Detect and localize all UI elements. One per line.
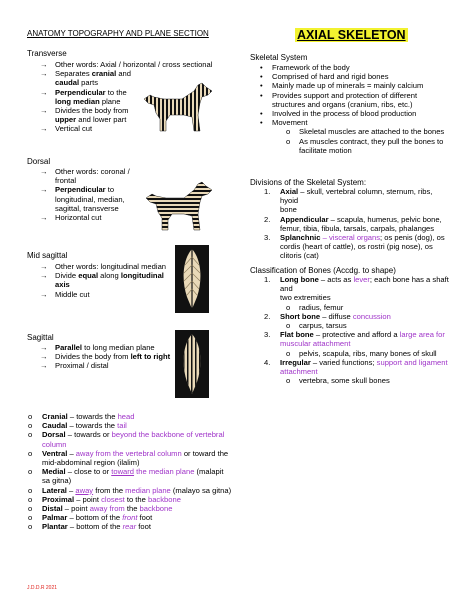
list-item: o Cranial – towards the head	[28, 412, 135, 421]
list-item: o vertebra, some skull bones	[286, 376, 390, 386]
list-item: • Framework of the body	[260, 63, 350, 72]
list-item: → Other words: coronal / frontal	[40, 167, 130, 186]
bullet-icon: •	[260, 118, 263, 128]
arrow-icon: →	[40, 87, 48, 97]
dog-transverse-image	[142, 69, 214, 135]
list-item: o Distal – point away from the backbone	[28, 504, 173, 514]
arrow-icon: →	[40, 213, 48, 223]
divisions-list	[250, 187, 450, 261]
arrow-icon: →	[40, 60, 48, 69]
list-item: → Perpendicular to longitudinal, median, sagittal, transverse	[40, 185, 125, 213]
list-item: • Involved in the process of blood production	[260, 109, 417, 119]
list-item: → Horizontal cut	[40, 213, 102, 223]
list-item: → Divides the body from upper and lower part	[40, 106, 129, 125]
list-item: → Vertical cut	[40, 124, 93, 134]
list-item: o Dorsal – towards or beyond the backbone of vertebral column	[28, 430, 225, 449]
list-item: 3. Flat bone – protective and afford a large area for muscular attachment	[264, 330, 445, 349]
list-item: o carpus, tarsus	[286, 321, 347, 331]
list-item: o Plantar – bottom of the rear foot	[28, 522, 151, 532]
skeletal-system-heading: Skeletal System	[250, 53, 308, 62]
directional-terms-list	[27, 412, 232, 532]
sagittal-list	[27, 343, 177, 371]
list-item: • Mainly made up of minerals = mainly calcium	[260, 81, 424, 91]
bullet-icon: •	[260, 81, 263, 91]
arrow-icon: →	[40, 167, 48, 176]
divisions-heading: Divisions of the Skeletal System:	[250, 178, 367, 187]
arrow-icon: →	[40, 289, 48, 299]
arrow-icon: →	[40, 343, 48, 352]
arrow-icon: →	[40, 69, 48, 79]
list-item: • Movement	[260, 118, 308, 128]
bullet-icon: •	[260, 72, 263, 82]
footer-credit: J.D.D.R 2021	[27, 585, 58, 591]
classification-list	[250, 275, 450, 385]
dog-dorsal-image	[144, 170, 214, 234]
mid-sagittal-list	[27, 262, 177, 299]
list-item: o Medial – close to or toward the median plane (malapit sa gitna)	[28, 467, 224, 486]
list-item: o Caudal – towards the tail	[28, 421, 127, 431]
list-item: o Palmar – bottom of the front foot	[28, 513, 153, 523]
list-item: 4. Irregular – varied functions; support and ligament attachment	[264, 357, 448, 377]
list-item: → Perpendicular to the long median plane	[40, 87, 127, 106]
list-item: → Middle cut	[40, 289, 90, 299]
list-item: • Provides support and protection of different structures and organs (cranium, ribs, etc.)	[260, 90, 418, 109]
list-item: o Lateral – away from the median plane (malayo sa gitna)	[28, 485, 232, 495]
sagittal-heading: Sagittal	[27, 333, 54, 342]
page-title-right: AXIAL SKELETON	[297, 28, 406, 42]
arrow-icon: →	[40, 262, 48, 271]
list-item: → Other words: Axial / horizontal / cross sectional	[40, 60, 213, 69]
list-item: 2. Appendicular – scapula, humerus, pelvic bone, femur, tibia, fibula, tarsals, carpals, phalanges	[264, 214, 442, 233]
list-item: o Skeletal muscles are attached to the bones	[286, 127, 445, 137]
list-item: → Separates cranial and caudal parts	[40, 69, 131, 88]
arrow-icon: →	[40, 124, 48, 134]
arrow-icon: →	[40, 185, 48, 195]
transverse-heading: Transverse	[27, 49, 67, 58]
mid-sagittal-heading: Mid sagittal	[27, 251, 68, 260]
mid-sagittal-image	[175, 245, 209, 313]
bullet-icon: •	[260, 90, 263, 100]
bullet-icon: •	[260, 63, 263, 72]
list-item: 1. Axial – skull, vertebral column, sternum, ribs, hyoid bone	[264, 187, 433, 215]
list-item: 3. Splanchnic – visceral organs; os penis (dog), os cordis (heart of cattle), os rostri (pig nose), os clitoris (cat)	[264, 233, 445, 261]
list-item: o radius, femur	[286, 302, 344, 312]
list-item: o pelvis, scapula, ribs, many bones of skull	[286, 348, 437, 358]
dorsal-heading: Dorsal	[27, 157, 51, 166]
bullet-icon: •	[260, 109, 263, 119]
sagittal-image	[175, 330, 209, 398]
list-item: o As muscles contract, they pull the bones to facilitate motion	[286, 136, 444, 155]
arrow-icon: →	[40, 271, 48, 281]
classification-heading: Classification of Bones (Accdg. to shape)	[250, 266, 396, 275]
list-item: → Divide equal along longitudinal axis	[40, 271, 164, 290]
list-item: → Divides the body from left to right	[40, 352, 171, 362]
list-item: o Ventral – away from the vertebral column or toward the mid-abdominal region (ilalim)	[28, 448, 229, 468]
arrow-icon: →	[40, 352, 48, 362]
list-item: 2. Short bone – diffuse concussion	[264, 311, 391, 321]
skeletal-system-list	[250, 63, 450, 155]
list-item: o Proximal – point closest to the backbone	[28, 494, 181, 504]
arrow-icon: →	[40, 106, 48, 116]
list-item: • Comprised of hard and rigid bones	[260, 72, 389, 82]
page-title-left: ANATOMY TOPOGRAPHY AND PLANE SECTION	[27, 29, 209, 38]
list-item: → Parallel to long median plane	[40, 343, 155, 352]
list-item: → Proximal / distal	[40, 361, 109, 371]
list-item: → Other words: longitudinal median	[40, 262, 167, 271]
arrow-icon: →	[40, 361, 48, 371]
list-item: 1. Long bone – acts as lever; each bone has a shaft and two extremities	[264, 275, 449, 303]
